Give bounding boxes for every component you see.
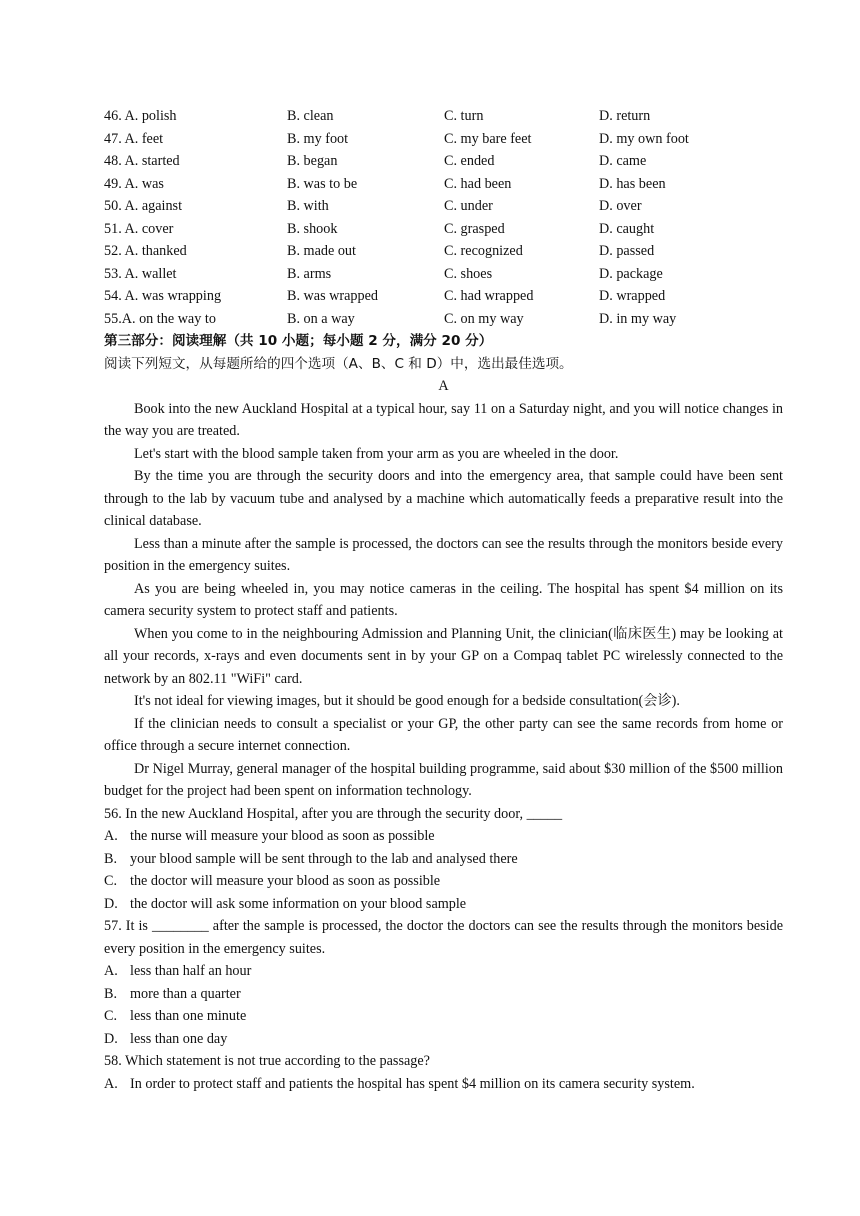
choice-text: more than a quarter xyxy=(130,985,241,1002)
cloze-option-d[interactable]: D. caught xyxy=(599,220,655,237)
cloze-option-d[interactable]: D. came xyxy=(599,153,647,169)
passage-paragraph: When you come to in the neighbouring Admission and Planning Unit, the clinician(临床医生) may be looking at all your records, x-rays and even documents sent in by your GP on a Compaq tablet PC wirelessly connected to the network by an 802.11 "WiFi" card. xyxy=(104,625,783,687)
passage-paragraph: It's not ideal for viewing images, but it should be good enough for a bedside consultation(会诊). xyxy=(134,693,680,709)
cloze-option-c[interactable]: C. my bare feet xyxy=(444,130,532,147)
cloze-option-b[interactable]: B. arms xyxy=(287,265,332,282)
passage-paragraph: Dr Nigel Murray, general manager of the hospital building programme, said about $30 million of the $500 million budget for the project had been spent on information technology. xyxy=(104,760,783,799)
answer-choice[interactable] xyxy=(104,1073,783,1096)
cloze-option-b[interactable]: B. on a way xyxy=(287,310,355,327)
passage-paragraph: As you are being wheeled in, you may notice cameras in the ceiling. The hospital has spent $4 million on its camera security system to protect staff and patients. xyxy=(104,580,783,619)
cloze-option-d[interactable]: D. package xyxy=(599,265,663,282)
cloze-option-d[interactable]: D. passed xyxy=(599,243,655,259)
cloze-option-a[interactable]: 47. A. feet xyxy=(104,130,164,147)
cloze-option-c[interactable]: C. grasped xyxy=(444,220,505,237)
cloze-option-row xyxy=(104,150,783,173)
cloze-option-c[interactable]: C. had been xyxy=(444,175,512,192)
cloze-option-row xyxy=(104,173,783,196)
choice-label: A. xyxy=(104,963,118,979)
choice-label: C. xyxy=(104,1008,118,1024)
cloze-option-c[interactable]: C. recognized xyxy=(444,243,523,259)
cloze-option-b[interactable]: B. began xyxy=(287,153,338,169)
passage-label: A xyxy=(438,378,449,394)
choice-text: the doctor will measure your blood as soon as possible xyxy=(130,873,441,889)
cloze-option-d[interactable]: D. over xyxy=(599,198,642,214)
answer-choice[interactable] xyxy=(104,870,783,893)
choice-label: A. xyxy=(104,1075,118,1092)
cloze-options xyxy=(104,105,783,330)
cloze-option-row xyxy=(104,308,783,331)
choice-text: your blood sample will be sent through to the lab and analysed there xyxy=(130,850,518,867)
choice-label: C. xyxy=(104,873,118,889)
instructions: 阅读下列短文，从每题所给的四个选项（A、B、C 和 D）中，选出最佳选项。 xyxy=(104,355,573,372)
cloze-option-c[interactable]: C. had wrapped xyxy=(444,288,534,304)
passage-paragraph: If the clinician needs to consult a specialist or your GP, the other party can see the same records from home or office through a secure internet connection. xyxy=(104,715,783,754)
choice-label: D. xyxy=(104,895,118,912)
cloze-option-b[interactable]: B. made out xyxy=(287,243,356,259)
choice-text: the doctor will ask some information on your blood sample xyxy=(130,895,467,912)
cloze-option-d[interactable]: D. has been xyxy=(599,175,666,192)
exam-page xyxy=(104,105,783,1095)
cloze-option-row xyxy=(104,240,783,263)
cloze-option-a[interactable]: 55.A. on the way to xyxy=(104,310,216,327)
choice-text: less than half an hour xyxy=(130,963,252,979)
cloze-option-row xyxy=(104,218,783,241)
answer-choice[interactable] xyxy=(104,893,783,916)
passage-paragraph: Let's start with the blood sample taken from your arm as you are wheeled in the door. xyxy=(134,445,619,462)
passage-paragraph: Less than a minute after the sample is processed, the doctors can see the results through the monitors beside every position in the emergency suites. xyxy=(104,535,783,574)
choice-label: B. xyxy=(104,850,118,867)
cloze-option-a[interactable]: 49. A. was xyxy=(104,175,164,192)
cloze-option-d[interactable]: D. in my way xyxy=(599,310,677,327)
question-56 xyxy=(104,803,783,916)
cloze-option-b[interactable]: B. with xyxy=(287,198,329,214)
cloze-option-b[interactable]: B. was to be xyxy=(287,175,358,192)
choice-text: the nurse will measure your blood as soon as possible xyxy=(130,828,435,844)
cloze-option-b[interactable]: B. was wrapped xyxy=(287,288,379,304)
question-stem: 57. It is ________ after the sample is processed, the doctor the doctors can see the results through the monitors beside every position in the emergency suites. xyxy=(104,918,783,957)
cloze-option-a[interactable]: 52. A. thanked xyxy=(104,243,187,259)
choice-text: less than one day xyxy=(130,1030,228,1047)
cloze-option-d[interactable]: D. wrapped xyxy=(599,288,666,304)
section-title: 第三部分：阅读理解（共 10 小题；每小题 2 分，满分 20 分） xyxy=(104,333,493,349)
question-stem: 58. Which statement is not true according to the passage? xyxy=(104,1053,430,1069)
answer-choice[interactable] xyxy=(104,848,783,871)
answer-choice[interactable] xyxy=(104,983,783,1006)
cloze-option-row xyxy=(104,263,783,286)
choice-label: D. xyxy=(104,1030,118,1047)
answer-choice[interactable] xyxy=(104,960,783,983)
cloze-option-d[interactable]: D. my own foot xyxy=(599,130,689,147)
answer-choice[interactable] xyxy=(104,1005,783,1028)
cloze-option-a[interactable]: 53. A. wallet xyxy=(104,265,177,282)
cloze-option-row xyxy=(104,105,783,128)
choice-label: A. xyxy=(104,828,118,844)
passage-paragraph: By the time you are through the security doors and into the emergency area, that sample could have been sent through to the lab by vacuum tube and analysed by a machine which automatically feeds a preparative result into the clinical database. xyxy=(104,468,783,529)
question-57 xyxy=(104,915,783,1050)
choice-text: less than one minute xyxy=(130,1008,247,1024)
cloze-option-row xyxy=(104,128,783,151)
cloze-option-row xyxy=(104,285,783,308)
choice-label: B. xyxy=(104,985,118,1002)
question-58 xyxy=(104,1050,783,1095)
cloze-option-a[interactable]: 54. A. was wrapping xyxy=(104,288,222,304)
question-stem: 56. In the new Auckland Hospital, after you are through the security door, _____ xyxy=(104,805,563,822)
cloze-option-b[interactable]: B. shook xyxy=(287,220,338,237)
cloze-option-a[interactable]: 46. A. polish xyxy=(104,108,177,124)
passage xyxy=(104,398,783,803)
cloze-option-c[interactable]: C. turn xyxy=(444,108,484,124)
cloze-option-d[interactable]: D. return xyxy=(599,108,651,124)
choice-text: In order to protect staff and patients the hospital has spent $4 million on its camera security system. xyxy=(130,1075,695,1092)
cloze-option-c[interactable]: C. shoes xyxy=(444,265,493,282)
cloze-option-c[interactable]: C. under xyxy=(444,198,493,214)
cloze-option-row xyxy=(104,195,783,218)
cloze-option-b[interactable]: B. my foot xyxy=(287,130,349,147)
cloze-option-a[interactable]: 51. A. cover xyxy=(104,220,174,237)
cloze-option-a[interactable]: 50. A. against xyxy=(104,198,183,214)
answer-choice[interactable] xyxy=(104,825,783,848)
passage-paragraph: Book into the new Auckland Hospital at a typical hour, say 11 on a Saturday night, and you will notice changes in the way you are treated. xyxy=(104,400,783,439)
cloze-option-c[interactable]: C. on my way xyxy=(444,310,524,327)
cloze-option-b[interactable]: B. clean xyxy=(287,108,334,124)
cloze-option-c[interactable]: C. ended xyxy=(444,153,495,169)
answer-choice[interactable] xyxy=(104,1028,783,1051)
cloze-option-a[interactable]: 48. A. started xyxy=(104,153,180,169)
